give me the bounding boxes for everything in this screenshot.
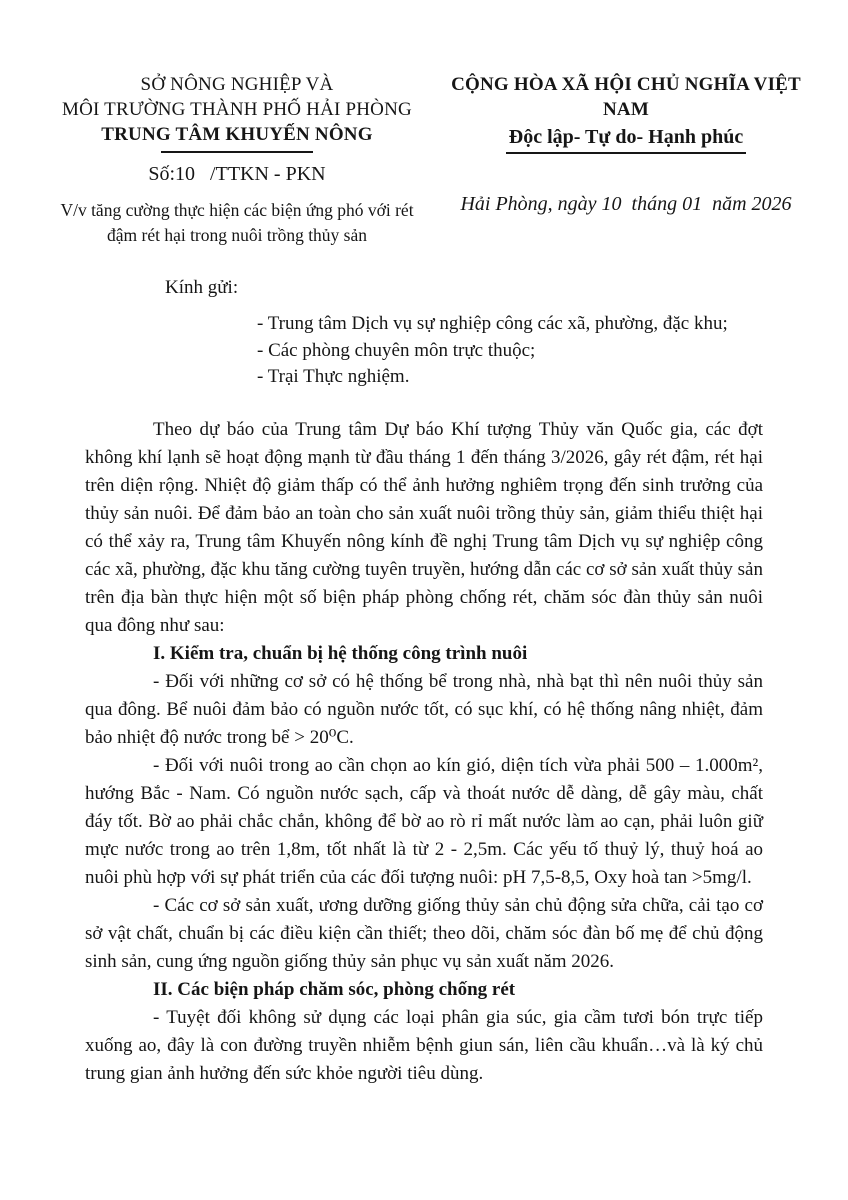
recipient-item: - Các phòng chuyên môn trực thuộc;: [257, 339, 536, 361]
document-header: [0, 0, 848, 248]
national-motto-block: [432, 72, 820, 217]
section-2-paragraph: - Tuyệt đối không sử dụng các loại phân gia súc, gia cầm tươi bón trực tiếp xuống ao, đây là con đường truyền nhiễm bệnh giun sán, liên cầu khuẩn…và là ký chủ trung gian ảnh hưởng đến sức khỏe người tiêu dùng.: [85, 1006, 763, 1084]
recipients-block: [0, 275, 848, 391]
document-body: [85, 416, 763, 1088]
national-title: CỘNG HÒA XÃ HỘI CHỦ NGHĨA VIỆT NAM: [451, 74, 801, 120]
recipient-item: - Trung tâm Dịch vụ sự nghiệp công các xã, phường, đặc khu;: [257, 313, 728, 334]
section-2-heading: II. Các biện pháp chăm sóc, phòng chống rét: [153, 978, 516, 1000]
org-parent-name-line2: MÔI TRƯỜNG THÀNH PHỐ HẢI PHÒNG: [62, 99, 412, 120]
recipients-label: Kính gửi:: [165, 277, 239, 298]
recipient-item: - Trại Thực nghiệm.: [257, 366, 410, 387]
recipients-list: [165, 311, 848, 391]
intro-paragraph: Theo dự báo của Trung tâm Dự báo Khí tượng Thủy văn Quốc gia, các đợt không khí lạnh sẽ hoạt động mạnh từ đầu tháng 1 đến tháng 3/2026, gây rét đậm, rét hại trên diện rộng. Nhiệt độ giảm thấp có thể ảnh hưởng nghiêm trọng đến sinh trưởng của thủy sản nuôi. Để đảm bảo an toàn cho sản xuất nuôi trồng thủy sản, giảm thiểu thiệt hại có thể xảy ra, Trung tâm Khuyến nông kính đề nghị Trung tâm Dịch vụ sự nghiệp công các xã, phường, đặc khu tăng cường tuyên truyền, hướng dẫn các cơ sở sản xuất thủy sản trên địa bàn thực hiện một số biện pháp phòng chống rét, chăm sóc đàn thủy sản nuôi qua đông như sau:: [85, 418, 763, 636]
document-number: Số:10 /TTKN - PKN: [148, 163, 326, 185]
org-parent-name-line1: SỞ NÔNG NGHIỆP VÀ: [140, 74, 334, 95]
org-name-underline: [161, 151, 313, 153]
section-1-paragraph: - Các cơ sở sản xuất, ương dưỡng giống thủy sản chủ động sửa chữa, cải tạo cơ sở vật chất, chuẩn bị các điều kiện cần thiết; theo dõi, chăm sóc đàn bố mẹ để chủ động sinh sản, cung ứng nguồn giống thủy sản phục vụ sản xuất năm 2026.: [85, 894, 763, 972]
org-name: TRUNG TÂM KHUYẾN NÔNG: [101, 124, 373, 145]
document-subject: V/v tăng cường thực hiện các biện ứng phó với rét đậm rét hại trong nuôi trồng thủy sản: [60, 200, 414, 245]
place-and-date-line: Hải Phòng, ngày 10 tháng 01 năm 2026: [460, 193, 792, 215]
issuing-org-block: [48, 72, 426, 248]
section-1-paragraph: - Đối với những cơ sở có hệ thống bể trong nhà, nhà bạt thì nên nuôi thủy sản qua đông. Bể nuôi đảm bảo có nguồn nước tốt, có sục khí, có hệ thống nâng nhiệt, đảm bảo nhiệt độ nước trong bể > 20⁰C.: [85, 670, 763, 748]
section-1-heading: I. Kiểm tra, chuẩn bị hệ thống công trình nuôi: [153, 642, 528, 664]
section-1-paragraph: - Đối với nuôi trong ao cần chọn ao kín gió, diện tích vừa phải 500 – 1.000m², hướng Bắc - Nam. Có nguồn nước sạch, cấp và thoát nước dễ dàng, dễ gây màu, chất đáy tốt. Bờ ao phải chắc chắn, không để bờ ao rò rỉ mất nước làm ao cạn, phải luôn giữ mực nước trong ao trên 1,8m, tốt nhất là từ 2 - 2,5m. Các yếu tố thuỷ lý, thuỷ hoá ao nuôi phù hợp với sự phát triển của các đối tượng nuôi: pH 7,5-8,5, Oxy hoà tan >5mg/l.: [85, 754, 763, 888]
national-motto: Độc lập- Tự do- Hạnh phúc: [506, 125, 746, 154]
